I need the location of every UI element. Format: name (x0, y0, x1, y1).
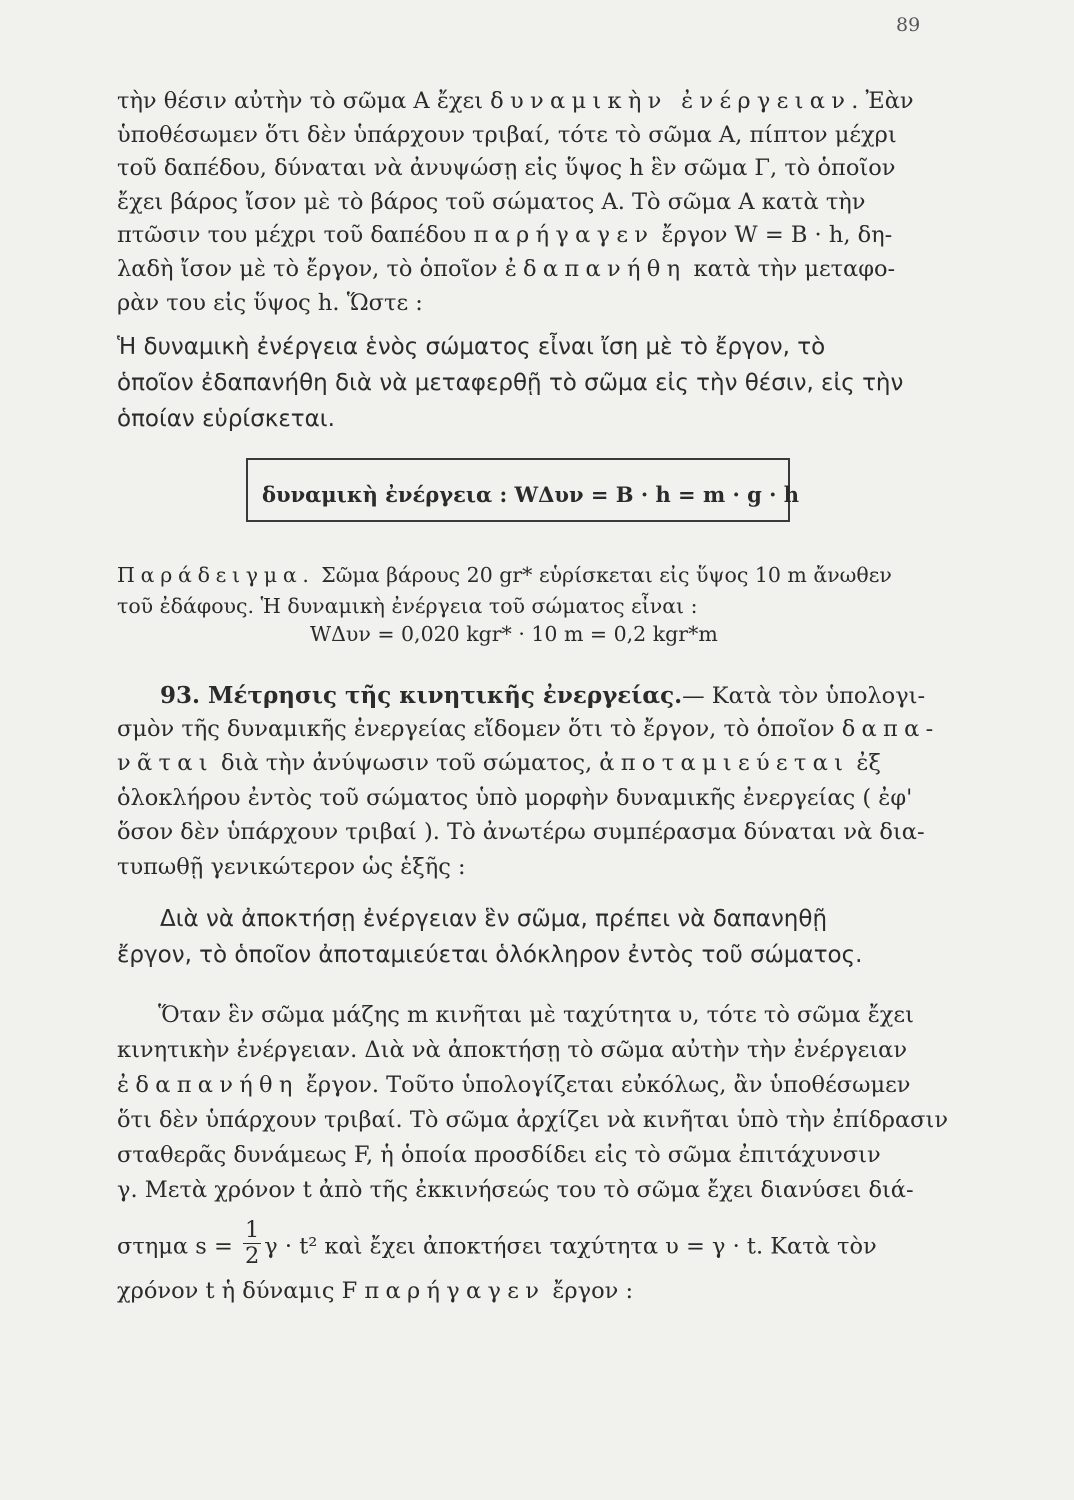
text-line: σταθερᾶς δυνάμεως F, ἡ ὁποία προσδίδει εἰς τὸ σῶμα ἐπιτάχυνσιν (117, 1142, 881, 1168)
text-line: Διὰ νὰ ἀποκτήσῃ ἐνέργειαν ἓν σῶμα, πρέπει νὰ δαπανηθῇ (160, 906, 828, 932)
text-line (117, 1280, 957, 1303)
page-number: 89 (896, 14, 921, 36)
text-line: ὁποῖον ἐδαπανήθη διὰ νὰ μεταφερθῇ τὸ σῶμα εἰς τὴν θέσιν, εἰς τὴν (117, 370, 904, 396)
emphasized-term: νᾶται (117, 750, 214, 776)
text-span: κατὰ τὴν μεταφο- (686, 256, 896, 282)
text-span: στημα s = (117, 1233, 240, 1260)
text-span: ἔργον W = B · h, δη- (654, 222, 893, 248)
text-span: ἔργον : (545, 1278, 634, 1304)
text-line (117, 224, 957, 247)
section-title: 93. Μέτρησις τῆς κινητικῆς ἐνεργείας. (160, 682, 683, 709)
emphasized-term: παρήγαγεν (364, 1278, 546, 1304)
text-span: χρόνον t ἡ δύναμις F (117, 1278, 365, 1304)
fraction-denominator: 2 (244, 1242, 260, 1269)
text-line: γ. Μετὰ χρόνον t ἀπὸ τῆς ἐκκινήσεώς του τὸ σῶμα ἔχει διανύσει διά- (117, 1177, 914, 1203)
text-line: ἔργον, τὸ ὁποῖον ἀποταμιεύεται ὁλόκληρον ἐντὸς τοῦ σώματος. (117, 942, 863, 968)
text-line: τυπωθῇ γενικώτερον ὡς ἑξῆς : (117, 854, 466, 880)
text-line (117, 90, 957, 113)
example-label: Παράδειγμα. (117, 563, 315, 587)
text-span: ἐξ (849, 750, 881, 776)
text-line: τοῦ ἐδάφους. Ἡ δυναμικὴ ἐνέργεια τοῦ σώματος εἶναι : (117, 594, 698, 618)
emphasized-term: ἐδαπανήθη (504, 256, 687, 282)
text-line: ὅσον δὲν ὑπάρχουν τριβαί ). Τὸ ἀνωτέρω συμπέρασμα δύναται νὰ δια- (117, 819, 925, 845)
emphasized-term: δαπα- (841, 716, 940, 742)
text-line: τοῦ δαπέδου, δύναται νὰ ἀνυψώσῃ εἰς ὕψος h ἓν σῶμα Γ, τὸ ὁποῖον (117, 155, 896, 181)
emphasized-term: ἐδαπανήθη (117, 1072, 299, 1098)
text-span: διὰ τὴν ἀνύψωσιν τοῦ σώματος, (213, 750, 600, 776)
text-line (117, 752, 957, 775)
text-span: πτῶσιν του μέχρι τοῦ δαπέδου (117, 222, 474, 248)
text-line: Ὅταν ἓν σῶμα μάζης m κινῆται μὲ ταχύτητα υ, τότε τὸ σῶμα ἔχει (158, 1002, 914, 1028)
text-line: Ἡ δυναμικὴ ἐνέργεια ἑνὸς σώματος εἶναι ἴση μὲ τὸ ἔργον, τὸ (117, 334, 826, 360)
text-line (117, 718, 957, 741)
text-line (117, 1217, 957, 1273)
text-line: ὑποθέσωμεν ὅτι δὲν ὑπάρχουν τριβαί, τότε τὸ σῶμα Α, πίπτον μέχρι (117, 122, 897, 148)
emphasized-term: ἀποταμιεύεται (599, 750, 850, 776)
fraction-numerator: 1 (244, 1217, 260, 1243)
fraction-one-half (243, 1218, 261, 1269)
potential-energy-formula: δυναμικὴ ἐνέργεια : WΔυν = B · h = m · g · h (262, 482, 799, 507)
text-span: λαδὴ ἴσον μὲ τὸ ἔργον, τὸ ὁποῖον (117, 256, 505, 282)
text-span: Σῶμα βάρους 20 gr* εὑρίσκεται εἰς ὕψος 10 m ἄνωθεν (314, 563, 892, 587)
text-span: γ · t² καὶ ἔχει ἀποκτήσει ταχύτητα υ = γ · t. Κατὰ τὸν (264, 1233, 877, 1260)
text-line (160, 684, 960, 708)
text-line (117, 258, 957, 281)
emphasized-term: δυναμικὴν ἐνέργειαν (490, 88, 852, 114)
text-span: — Κατὰ τὸν ὑπολογι- (682, 683, 926, 709)
text-line: ρὰν του εἰς ὕψος h. Ὥστε : (117, 290, 423, 316)
text-span: σμὸν τῆς δυναμικῆς ἐνεργείας εἴδομεν ὅτι τὸ ἔργον, τὸ ὁποῖον (117, 716, 842, 742)
example-formula: WΔυν = 0,020 kgr* · 10 m = 0,2 kgr*m (310, 622, 718, 646)
text-line: ὁλοκλήρου ἐντὸς τοῦ σώματος ὑπὸ μορφὴν δυναμικῆς ἐνεργείας ( ἐφ' (117, 785, 913, 811)
text-line: ἔχει βάρος ἴσον μὲ τὸ βάρος τοῦ σώματος Α. Τὸ σῶμα Α κατὰ τὴν (117, 189, 866, 215)
text-line: κινητικὴν ἐνέργειαν. Διὰ νὰ ἀποκτήσῃ τὸ σῶμα αὐτὴν τὴν ἐνέργειαν (117, 1037, 908, 1063)
text-line: ὅτι δὲν ὑπάρχουν τριβαί. Τὸ σῶμα ἀρχίζει νὰ κινῆται ὑπὸ τὴν ἐπίδρασιν (117, 1107, 949, 1133)
text-span: . Ἐὰν (851, 88, 914, 114)
text-line (117, 565, 957, 586)
text-span: ἔργον. Τοῦτο ὑπολογίζεται εὐκόλως, ἂν ὑποθέσωμεν (298, 1072, 911, 1098)
text-line: ὁποίαν εὑρίσκεται. (117, 406, 335, 432)
text-line (117, 1074, 957, 1097)
formula-box (246, 458, 799, 522)
text-span: τὴν θέσιν αὐτὴν τὸ σῶμα Α ἔχει (117, 88, 491, 114)
emphasized-term: παρήγαγεν (473, 222, 655, 248)
